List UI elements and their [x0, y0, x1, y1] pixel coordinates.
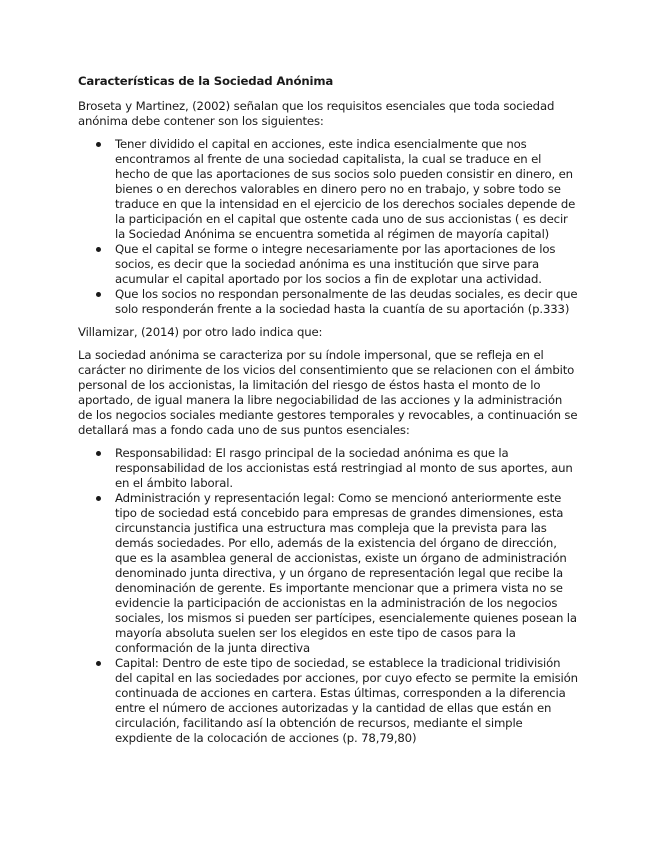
description-paragraph: La sociedad anónima se caracteriza por su índole impersonal, que se refleja en el carácter no dirimente de los vicios del consentimiento que se relacionen con el ámbito personal de los accionistas, la limitación del riesgo de éstos hasta el monto de lo aportado, de igual manera la libre negociabilidad de las acciones y la administración de los negocios sociales mediante gestores temporales y revocables, a continuación se detallará mas a fondo cada uno de sus puntos esenciales:: [78, 348, 578, 437]
list-item-text: Que los socios no respondan personalmente de las deudas sociales, es decir que solo responderán frente a la sociedad hasta la cuantía de su aportación (p.333): [115, 287, 578, 316]
bullet-icon: [96, 496, 101, 501]
requirements-list: [78, 137, 578, 317]
characteristics-list: [78, 446, 578, 746]
list-item: [78, 242, 578, 287]
bullet-icon: [96, 142, 101, 147]
list-item-text: Capital: Dentro de este tipo de sociedad, se establece la tradicional tridivisión del capital en las sociedades por acciones, por cuyo efecto se permite la emisión continuada de acciones en cartera. Estas últimas, corresponden a la diferencia entre el número de acciones autorizadas y la cantidad de ellas que están en circulación, facilitando así la obtención de recursos, mediante el simple expdiente de la colocación de acciones (p. 78,79,80): [115, 656, 578, 745]
list-item: [78, 137, 578, 242]
document-page: [78, 74, 578, 754]
list-item: [78, 446, 578, 491]
bullet-icon: [96, 661, 101, 666]
list-item-text: Que el capital se forme o integre necesariamente por las aportaciones de los socios, es decir que la sociedad anónima es una institución que sirve para acumular el capital aportado por los socios a fin de explotar una actividad.: [115, 242, 556, 286]
list-item: [78, 656, 578, 746]
list-item-text: Responsabilidad: El rasgo principal de la sociedad anónima es que la responsabilidad de los accionistas está restringiad al monto de sus aportes, aun en el ámbito laboral.: [115, 446, 573, 490]
list-item: [78, 287, 578, 317]
list-item-text: Administración y representación legal: Como se mencionó anteriormente este tipo de sociedad está concebido para empresas de grandes dimensiones, esta circunstancia justifica una estructura mas compleja que la prevista para las demás sociedades. Por ello, además de la existencia del órgano de dirección, que es la asamblea general de accionistas, existe un órgano de administración denominado junta directiva, y un órgano de representación legal que recibe la denominación de gerente. Es importante mencionar que a primera vista no se evidencie la participación de accionistas en la administración de los negocios sociales, los mismos si pueden ser partícipes, esencialemente quienes posean la mayoría absoluta suelen ser los elegidos en este tipo de casos para la conformación de la junta directiva: [115, 491, 577, 655]
bullet-icon: [96, 247, 101, 252]
citation-paragraph: Villamizar, (2014) por otro lado indica que:: [78, 325, 323, 339]
list-item: [78, 491, 578, 656]
list-item-text: Tener dividido el capital en acciones, este indica esencialmente que nos encontramos al frente de una sociedad capitalista, la cual se traduce en el hecho de que las aportaciones de sus socios solo pueden consistir en dinero, en bienes o en derechos valorables en dinero pero no en trabajo, y sobre todo se traduce en que la intensidad en el ejercicio de los derechos sociales depende de la participación en el capital que ostente cada uno de sus accionistas ( es decir la Sociedad Anónima se encuentra sometida al régimen de mayoría capital): [115, 137, 576, 241]
intro-paragraph: Broseta y Martinez, (2002) señalan que los requisitos esenciales que toda sociedad anónima debe contener son los siguientes:: [78, 99, 555, 128]
section-heading: Características de la Sociedad Anónima: [78, 74, 334, 88]
bullet-icon: [96, 451, 101, 456]
bullet-icon: [96, 292, 101, 297]
